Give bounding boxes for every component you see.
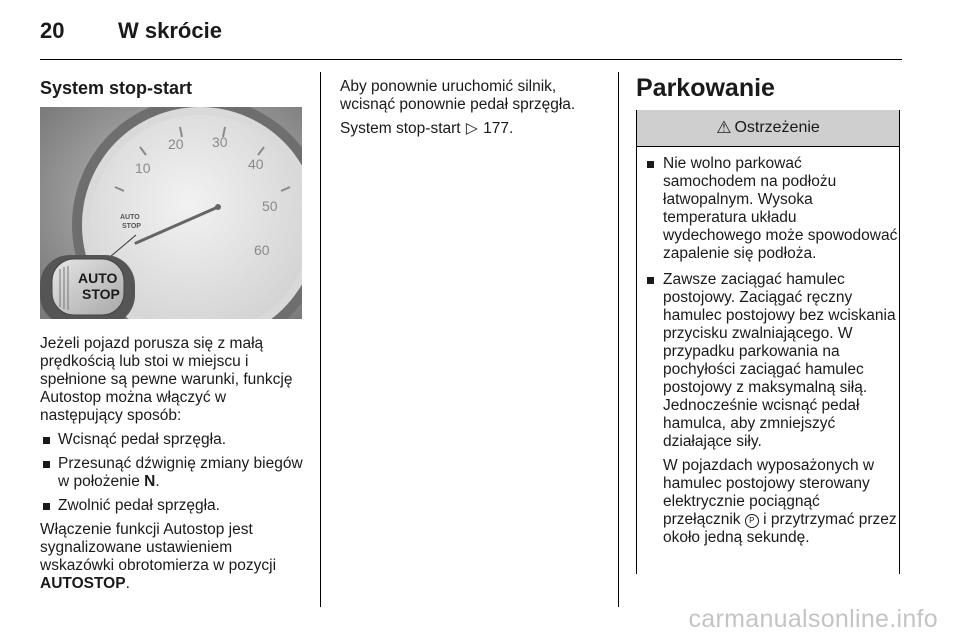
dial-number: 60 — [254, 242, 270, 258]
dial-autostop-label: AUTO — [120, 214, 140, 221]
electric-brake-paragraph: W pojazdach wyposażonych w hamulec postojowy sterowany elektrycznie pociągnąć przełącznik P i przytrzymać przez około jedną sekundę. — [663, 457, 897, 546]
tachometer-illustration — [40, 107, 302, 319]
section-title: System stop-start — [40, 78, 193, 98]
dial-number: 20 — [168, 136, 184, 152]
steps-list — [40, 431, 308, 515]
warning-triangle-icon: ⚠ — [716, 118, 732, 137]
list-item: Wcisnąć pedał sprzęgła. — [40, 431, 308, 449]
page-number: 20 — [40, 18, 65, 43]
restart-paragraph: Aby ponownie uruchomić silnik, wcisnąć ponownie pedał sprzęgła. — [340, 78, 576, 113]
column-divider-left — [320, 72, 321, 607]
tachometer-icon — [40, 107, 302, 319]
left-column-text — [40, 335, 308, 599]
parking-brake-switch-icon: P — [745, 514, 759, 528]
dial-number: 40 — [248, 156, 264, 172]
parking-title: Parkowanie — [636, 74, 775, 102]
middle-column-text — [340, 78, 608, 144]
warning-body — [647, 155, 899, 555]
header-title: W skrócie — [118, 18, 222, 43]
list-item: Nie wolno parkować samochodem na podłożu łatwopalnym. Wysoka temperatura układu wydechowego może spowodować zapalenie się podłoża. — [647, 155, 899, 263]
watermark: carmanualsonline.info — [688, 605, 938, 633]
warning-list — [647, 155, 899, 547]
list-item: Zwolnić pedał sprzęgła. — [40, 497, 308, 515]
warning-header — [637, 110, 899, 147]
autostop-button-label: STOP — [82, 286, 120, 302]
autostop-button-label: AUTO — [78, 270, 118, 286]
column-divider-right — [618, 72, 619, 607]
dial-number: 50 — [262, 198, 278, 214]
cross-reference[interactable]: System stop-start ▷ 177. — [340, 120, 514, 137]
dial-number: 30 — [212, 134, 228, 150]
arrow-reference-icon: ▷ — [465, 120, 478, 137]
dial-number: 10 — [135, 160, 151, 176]
list-item: Przesunąć dźwignię zmiany biegów w położenie N. — [40, 455, 308, 491]
dial-autostop-label: STOP — [122, 223, 141, 230]
list-item: Zawsze zaciągać hamulec postojowy. Zaciągać ręczny hamulec postojowy bez wciskania przycisku zwalniającego. W przypadku parkowania na pochyłości zaciągać hamulec postojowy z maksymalną siłą. Jednocześnie wcisnąć pedał hamulca, aby zmniejszyć działające siły. W pojazdach wyposażonych w hamulec postojowy sterowany elektrycznie pociągnąć przełącznik P i przytrzymać przez około jedną sekundę. — [647, 271, 899, 547]
outro-paragraph: Włączenie funkcji Autostop jest sygnalizowane ustawieniem wskazówki obrotomierza w pozycji AUTOSTOP. — [40, 521, 277, 592]
intro-paragraph: Jeżeli pojazd porusza się z małą prędkością lub stoi w miejscu i spełnione są pewne warunki, funkcję Autostop można włączyć w następujący sposób: — [40, 335, 293, 424]
warning-label: Ostrzeżenie — [734, 119, 820, 136]
warning-box — [636, 110, 900, 574]
header-rule — [40, 59, 902, 60]
